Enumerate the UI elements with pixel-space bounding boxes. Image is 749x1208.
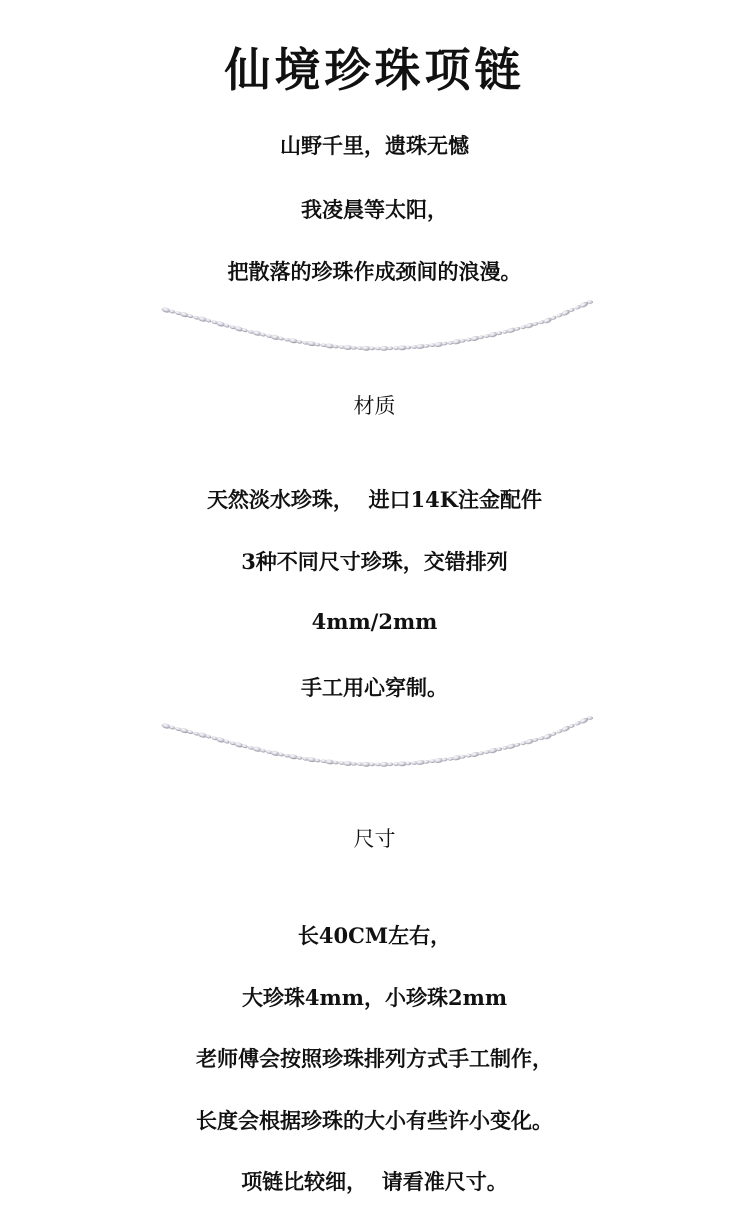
pearl-bead — [423, 760, 429, 764]
pearl-bead — [452, 339, 461, 345]
necklace-svg-1 — [160, 296, 596, 366]
intro-line-3: 把散落的珍珠作成颈间的浪漫。 — [227, 259, 522, 284]
pearl-bead — [405, 761, 411, 765]
pearl-bead — [252, 330, 262, 337]
pearl-bead — [387, 346, 393, 350]
pearl-bead — [216, 320, 226, 327]
pearl-bead — [587, 300, 593, 304]
pearl-bead — [506, 743, 516, 750]
page-title: 仙境珍珠项链 — [224, 43, 525, 97]
pearl-bead — [470, 751, 480, 757]
size-line-2: 大珍珠4mm，小珍珠2mm — [241, 985, 508, 1010]
pearl-bead — [488, 331, 498, 338]
pearl-bead — [369, 347, 375, 351]
intro-line-1: 山野千里，遗珠无憾 — [280, 133, 469, 158]
pearl-bead — [525, 322, 535, 329]
material-line-2: 3种不同尺寸珍珠，交错排列 — [241, 549, 508, 574]
pearl-bead — [405, 345, 411, 349]
material-line-4: 手工用心穿制。 — [301, 675, 448, 700]
pearl-bead — [369, 763, 375, 767]
size-line-4: 长度会根据珍珠的大小有些许小变化。 — [196, 1108, 553, 1133]
pearl-bead — [270, 750, 280, 756]
pearl-bead — [387, 762, 393, 766]
pearl-bead — [288, 338, 297, 344]
pearl-bead — [197, 732, 207, 739]
necklace-image-2 — [160, 712, 596, 782]
pearl-bead — [179, 311, 189, 318]
pearl-bead — [270, 334, 280, 340]
pearl-bead — [587, 716, 593, 720]
pearl-bead — [161, 723, 171, 730]
pearl-bead — [506, 327, 516, 334]
pearl-bead — [470, 335, 480, 341]
size-heading: 尺寸 — [353, 827, 396, 851]
pearl-bead — [288, 754, 297, 760]
necklace-image-1 — [160, 296, 596, 366]
material-line-1: 天然淡水珍珠， 进口14K注金配件 — [206, 487, 543, 512]
pearl-bead — [351, 762, 357, 766]
necklace-svg-2 — [160, 712, 596, 782]
pearl-bead — [543, 733, 553, 741]
pearl-bead — [452, 755, 461, 761]
pearl-bead — [197, 316, 207, 323]
pearl-bead — [525, 738, 535, 745]
pearl-bead — [543, 317, 553, 325]
pearl-bead — [332, 760, 338, 764]
pearl-bead — [234, 325, 244, 332]
pearl-bead — [252, 746, 262, 753]
intro-line-2: 我凌晨等太阳， — [301, 197, 448, 222]
pearl-bead — [488, 747, 498, 754]
size-line-1: 长40CM左右， — [297, 923, 452, 948]
material-heading: 材质 — [353, 394, 396, 418]
size-line-5: 项链比较细， 请看准尺寸。 — [241, 1169, 508, 1194]
size-line-3: 老师傅会按照珍珠排列方式手工制作， — [196, 1046, 553, 1071]
pearl-bead — [332, 344, 338, 348]
pearl-bead — [161, 307, 171, 314]
pearl-bead — [351, 346, 357, 350]
pearl-bead — [423, 344, 429, 348]
material-line-3: 4mm/2mm — [311, 609, 438, 634]
pearl-bead — [216, 736, 226, 743]
pearl-bead — [234, 741, 244, 748]
pearl-bead — [179, 727, 189, 734]
